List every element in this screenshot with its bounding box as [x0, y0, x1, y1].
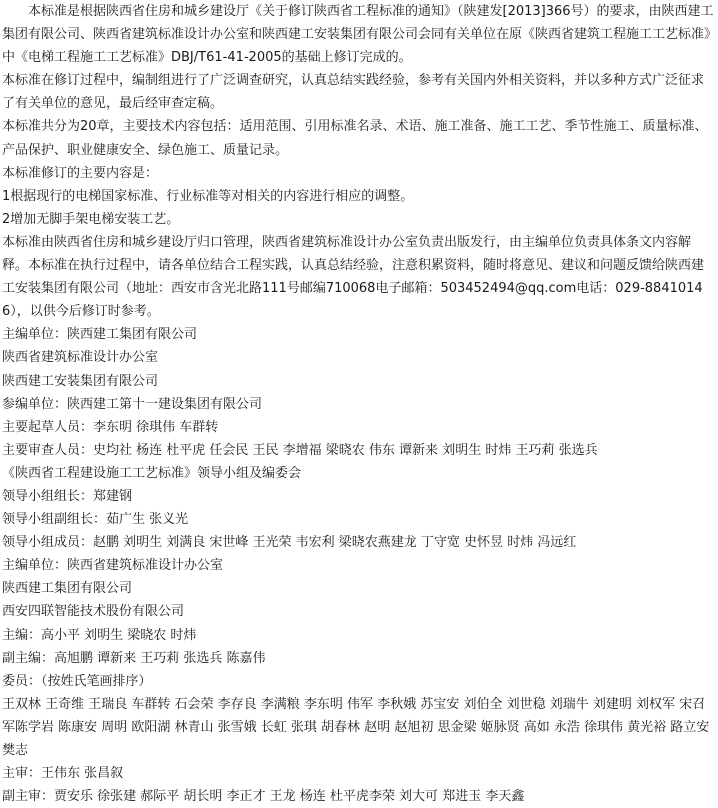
paragraph-intro: 本标准是根据陕西省住房和城乡建设厅《关于修订陕西省工程标准的通知》（陕建发[2013]366号）的要求，由陕西建工集团有限公司、陕西省建筑标准设计办公室和陕西建工安装集团有限公司会同有关单位在原《陕西省建筑工程施工工艺标准》中《电梯工程施工工艺标准》DBJ/T61-41-2005的基础上修订完成的。 [2, 4, 714, 66]
editor-unit-1: 主编单位：陕西省建筑标准设计办公室 [2, 558, 224, 574]
chief-reviewers: 主审：王伟东 张昌叙 [2, 766, 124, 782]
participating-unit: 参编单位：陕西建工第十一建设集团有限公司 [2, 396, 263, 412]
group-members: 领导小组成员：赵鹏 刘明生 刘满良 宋世峰 王光荣 韦宏利 梁晓农燕建龙 丁守宽 史怀昱 时炜 冯远红 [2, 535, 577, 551]
paragraph-chapters: 本标准共分为20章，主要技术内容包括：适用范围、引用标准名录、术语、施工准备、施工工艺、季节性施工、质量标准、产品保护、职业健康安全、绿色施工、质量记录。 [2, 119, 708, 158]
deputy-leaders: 领导小组副组长：茹广生 张义光 [2, 512, 189, 528]
chief-editors: 主编：高小平 刘明生 梁晓农 时炜 [2, 627, 197, 643]
chief-editor-unit-2: 陕西省建筑标准设计办公室 [2, 350, 159, 366]
committee-members-list: 王双林 王奇维 王瑞良 车群转 石会荣 李存良 李满粮 李东明 伟军 李秋娥 苏宝安 刘伯全 刘世稳 刘瑞牛 刘建明 刘权军 宋召军陈学岩 陈康安 周明 欧阳湖 林青山 张雪娥 长虹 张琪 胡春林 赵明 赵旭初 思金梁 姬脉贤 高如 永浩 徐琪伟 黄光裕 路立安 樊志 [2, 696, 710, 758]
editor-unit-3: 西安四联智能技术股份有限公司 [2, 604, 185, 620]
deputy-chief-editors: 副主编：高旭鹏 谭新来 王巧莉 张选兵 陈嘉伟 [2, 650, 266, 666]
main-drafters: 主要起草人员：李东明 徐琪伟 车群转 [2, 419, 219, 435]
chief-editor-unit-3: 陕西建工安装集团有限公司 [2, 373, 159, 389]
committee-members-heading: 委员：（按姓氏笔画排序） [2, 673, 152, 689]
paragraph-management: 本标准由陕西省住房和城乡建设厅归口管理，陕西省建筑标准设计办公室负责出版发行，由主编单位负责具体条文内容解释。本标准在执行过程中，请各单位结合工程实践，认真总结经验，注意积累资料，随时将意见、建议和问题反馈给陕西建工安装集团有限公司（地址：西安市含光北路111号邮编710068电子邮箱：503452494@qq.com电话：029-88410146），以供今后修订时参考。 [2, 234, 705, 320]
deputy-chief-reviewers: 副主审：贾安乐 徐张建 郝际平 胡长明 李正才 王龙 杨连 杜平虎李荣 刘大可 郑进玉 李天鑫 [2, 789, 525, 805]
chief-editor-unit-1: 主编单位：陕西建工集团有限公司 [2, 327, 198, 343]
paragraph-revision-item-2: 2增加无脚手架电梯安装工艺。 [2, 211, 180, 227]
leader: 领导小组组长：郑建钢 [2, 488, 133, 504]
main-reviewers: 主要审查人员：史均社 杨连 杜平虎 任会民 王民 李增福 梁晓农 伟东 谭新来 刘明生 时炜 王巧莉 张选兵 [2, 442, 598, 458]
paragraph-revision-process: 本标准在修订过程中，编制组进行了广泛调查研究，认真总结实践经验，参考有关国内外相关资料，并以多种方式广泛征求了有关单位的意见，最后经审查定稿。 [2, 73, 705, 112]
paragraph-revision-item-1: 1根据现行的电梯国家标准、行业标准等对相关的内容进行相应的调整。 [2, 188, 414, 204]
editor-unit-2: 陕西建工集团有限公司 [2, 581, 133, 597]
committee-heading: 《陕西省工程建设施工工艺标准》领导小组及编委会 [2, 465, 302, 481]
paragraph-revision-heading: 本标准修订的主要内容是： [2, 165, 159, 181]
